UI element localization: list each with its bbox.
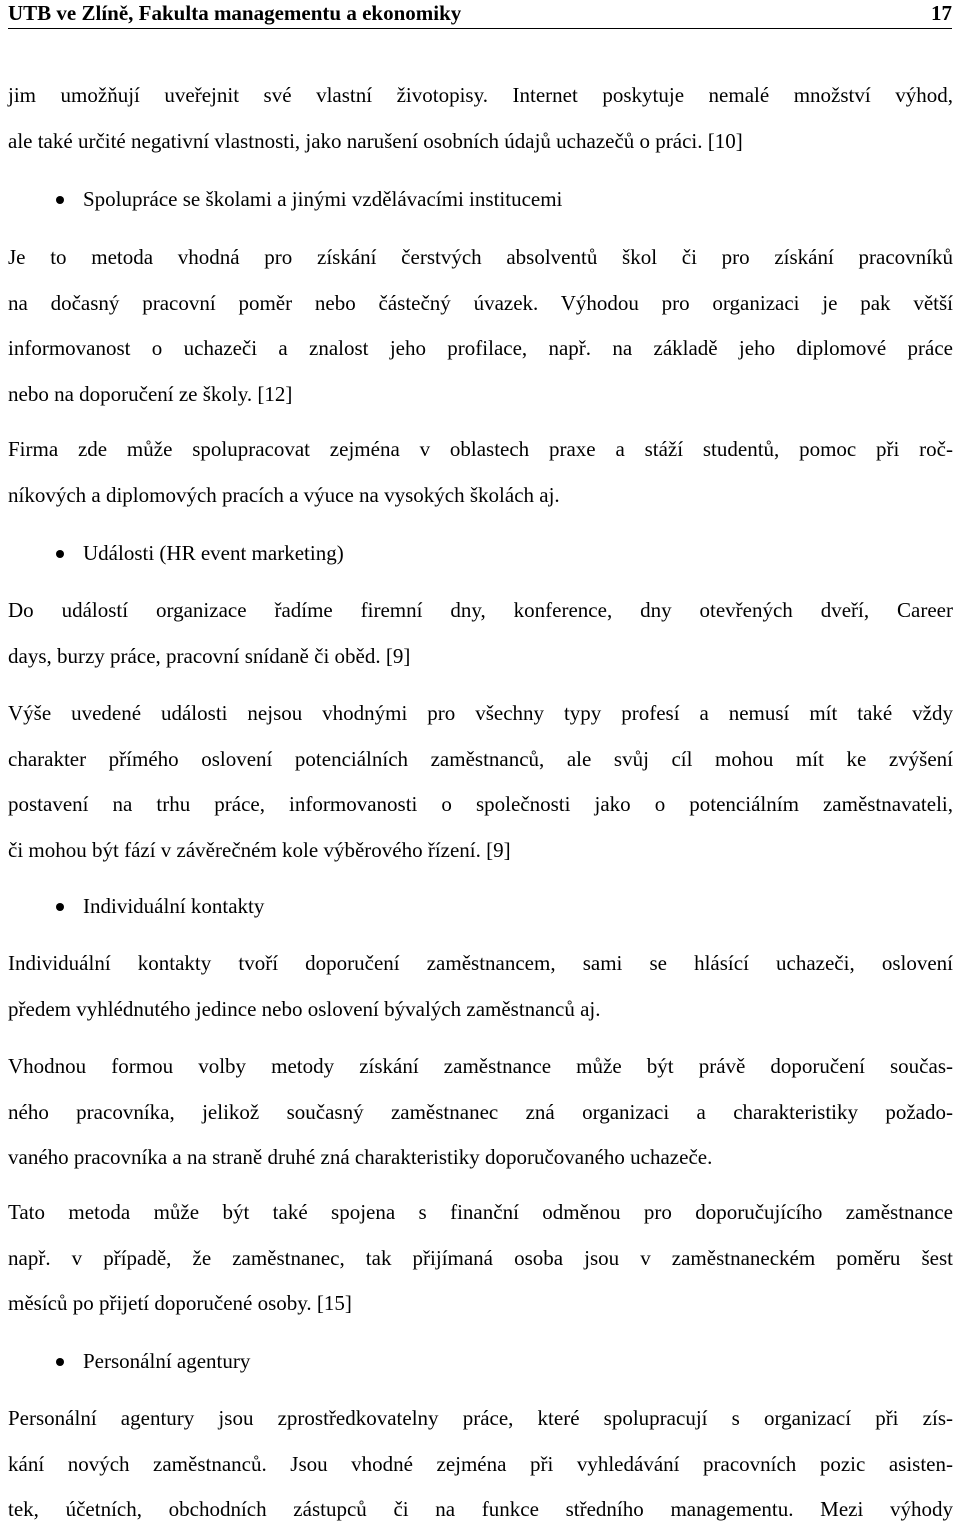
text-line: předem vyhlédnutého jedince nebo oslovení bývalých zaměstnanců aj. [8,996,601,1021]
bullet-icon [56,903,64,911]
paragraph [8,691,953,873]
text-line: ale také určité negativní vlastnosti, jako narušení osobních údajů uchazečů o práci. [10] [8,128,743,153]
text-line: vaného pracovníka a na straně druhé zná charakteristiky doporučovaného uchazeče. [8,1145,713,1169]
paragraph [8,1044,953,1181]
bullet-icon [56,196,64,204]
header-title: UTB ve Zlíně, Fakulta managementu a ekonomiky [8,1,462,25]
bullet-heading: Spolupráce se školami a jinými vzdělávacími institucemi [83,187,563,211]
paragraph [8,427,953,518]
text-line: informovanost o uchazeči a znalost jeho profilace, např. na základě jeho diplomové práce [8,336,953,360]
text-line: Výše uvedené události nejsou vhodnými pro všechny typy profesí a nemusí mít také vždy [8,701,953,725]
text-line: Firma zde může spolupracovat zejména v oblastech praxe a stáží studentů, pomoc při roč- [8,437,953,461]
paragraph [8,1190,953,1327]
running-header [8,0,952,30]
bullet-heading: Události (HR event marketing) [83,541,344,565]
text-line: níkových a diplomových pracích a výuce na vysokých školách aj. [8,482,560,507]
text-line: ného pracovníka, jelikož současný zaměstnanec zná organizaci a charakteristiky požado- [8,1099,953,1124]
text-line: Tato metoda může být také spojena s finanční odměnou pro doporučujícího zaměstnance [8,1200,953,1224]
text-line: Individuální kontakty tvoří doporučení zaměstnancem, sami se hlásící uchazeči, oslovení [8,951,953,975]
intro-paragraph [8,73,953,164]
text-line: Je to metoda vhodná pro získání čerstvých absolventů škol či pro získání pracovníků [8,245,953,269]
paragraph [8,235,953,417]
text-line: days, burzy práce, pracovní snídaně či oběd. [9] [8,643,411,668]
text-line: Do událostí organizace řadíme firemní dny, konference, dny otevřených dveří, Career [8,598,953,622]
paragraph [8,588,953,679]
text-line: Vhodnou formou volby metody získání zaměstnance může být právě doporučení součas- [8,1054,953,1078]
bullet-icon [56,1358,64,1366]
text-line: např. v případě, že zaměstnanec, tak přijímaná osoba jsou v zaměstnaneckém poměru šest [8,1245,953,1270]
paragraph [8,1396,953,1533]
text-line: na dočasný pracovní poměr nebo částečný úvazek. Výhodou pro organizaci je pak větší [8,290,953,315]
text-line: tek, účetních, obchodních zástupců či na funkce středního managementu. Mezi výhody [8,1497,953,1521]
bullet-heading: Individuální kontakty [83,894,265,918]
header-rule [8,28,952,29]
bullet-heading: Personální agentury [83,1349,251,1373]
text-line: nebo na doporučení ze školy. [12] [8,381,293,406]
text-line: či mohou být fází v závěrečném kole výběrového řízení. [9] [8,837,511,862]
text-line: charakter přímého oslovení potenciálních zaměstnanců, ale svůj cíl mohou mít ke zvýšení [8,746,953,771]
page-number: 17 [931,1,952,25]
paragraph [8,941,953,1032]
text-line: kání nových zaměstnanců. Jsou vhodné zejména při vyhledávání pracovních pozic asisten- [8,1451,953,1476]
bullet-icon [56,550,64,558]
text-line: Personální agentury jsou zprostředkovatelny práce, které spolupracují s organizací při zís- [8,1406,953,1430]
text-line: jim umožňují uveřejnit své vlastní životopisy. Internet poskytuje nemalé množství výhod, [8,83,953,107]
text-line: postavení na trhu práce, informovanosti o společnosti jako o potenciálním zaměstnavateli, [8,792,953,816]
text-line: měsíců po přijetí doporučené osoby. [15] [8,1291,352,1315]
